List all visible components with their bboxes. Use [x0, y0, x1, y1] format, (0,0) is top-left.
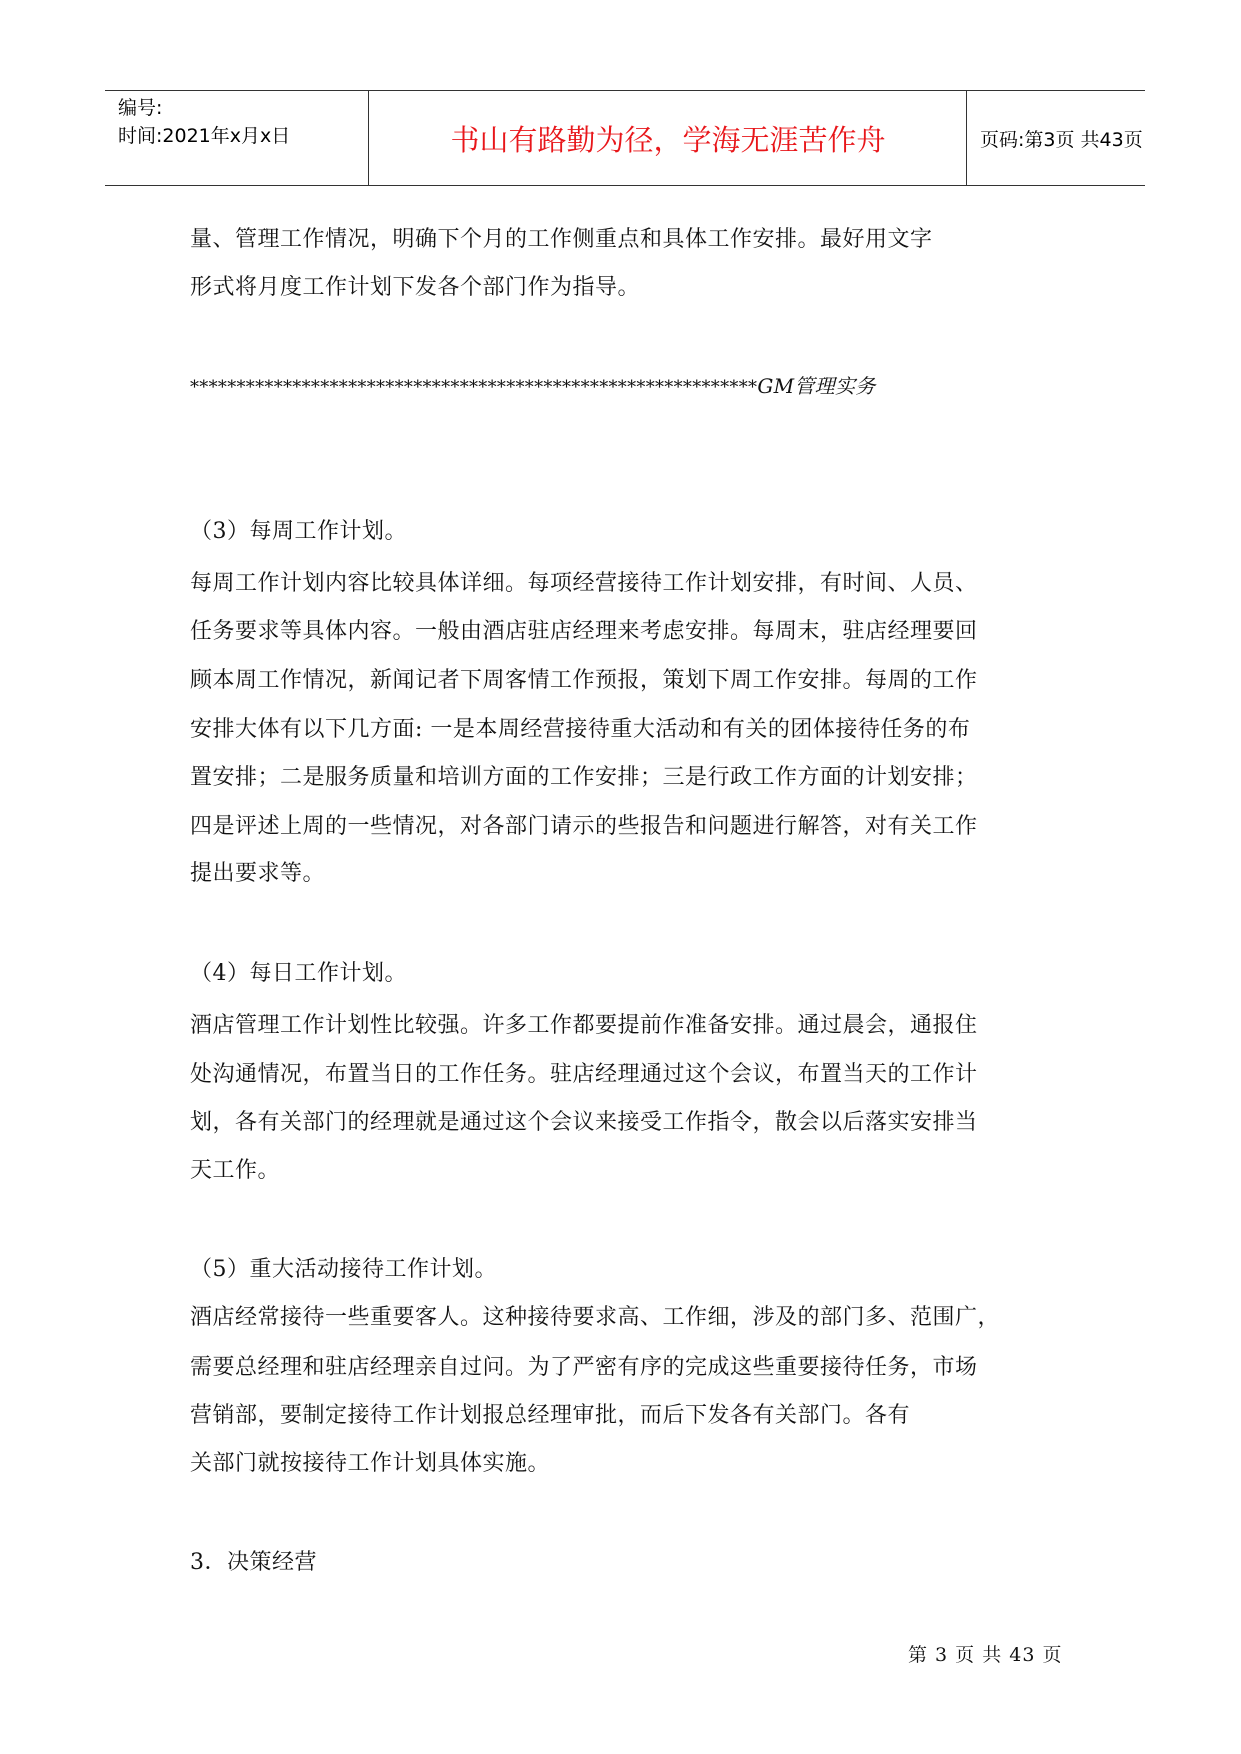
separator-label: GM管理实务 — [757, 374, 876, 398]
body-line: 顾本周工作情况，新闻记者下周客情工作预报，策划下周工作安排。每周的工作 — [190, 668, 978, 693]
page-footer: 第 3 页 共 43 页 — [908, 1644, 1063, 1666]
body-line: 四是评述上周的一些情况，对各部门请示的些报告和问题进行解答，对有关工作 — [190, 814, 978, 839]
body-line: 置安排；二是服务质量和培训方面的工作安排；三是行政工作方面的计划安排； — [190, 765, 978, 790]
body-line: 营销部，要制定接待工作计划报总经理审批，而后下发各有关部门。各有 — [190, 1403, 911, 1428]
header-motto: 书山有路勤为径，学海无涯苦作舟 — [450, 122, 886, 157]
body-line: 形式将月度工作计划下发各个部门作为指导。 — [190, 275, 641, 300]
page-header — [105, 90, 1145, 186]
body-line: 量、管理工作情况，明确下个月的工作侧重点和具体工作安排。最好用文字 — [190, 227, 933, 252]
separator-stars: ************************************************************* — [190, 377, 758, 398]
body-line: 任务要求等具体内容。一般由酒店驻店经理来考虑安排。每周末，驻店经理要回 — [190, 619, 978, 644]
header-page-info: 页码:第3页 共43页 — [980, 128, 1143, 151]
document-number: 编号: — [118, 97, 163, 119]
body-line: 每周工作计划内容比较具体详细。每项经营接待工作计划安排，有时间、人员、 — [190, 571, 978, 596]
body-line: 安排大体有以下几方面: 一是本周经营接待重大活动和有关的团体接待任务的布 — [190, 717, 971, 742]
body-line: 天工作。 — [190, 1158, 281, 1183]
section-heading: （4）每日工作计划。 — [190, 961, 407, 986]
header-divider-right — [966, 91, 967, 185]
body-line: 提出要求等。 — [190, 861, 326, 886]
header-meta — [118, 94, 368, 150]
section-separator — [190, 370, 876, 399]
section-heading: （5）重大活动接待工作计划。 — [190, 1257, 497, 1282]
body-line: 划，各有关部门的经理就是通过这个会议来接受工作指令，散会以后落实安排当 — [190, 1110, 978, 1135]
body-line: 酒店经常接待一些重要客人。这种接待要求高、工作细，涉及的部门多、范围广， — [190, 1305, 1001, 1330]
body-line: 酒店管理工作计划性比较强。许多工作都要提前作准备安排。通过晨会，通报住 — [190, 1013, 978, 1038]
body-line: 需要总经理和驻店经理亲自过问。为了严密有序的完成这些重要接待任务，市场 — [190, 1355, 978, 1380]
body-line: 处沟通情况，布置当日的工作任务。驻店经理通过这个会议，布置当天的工作计 — [190, 1062, 978, 1087]
document-time: 时间:2021年x月x日 — [118, 125, 291, 147]
section-heading: （3）每周工作计划。 — [190, 519, 407, 544]
body-line: 关部门就按接待工作计划具体实施。 — [190, 1451, 551, 1476]
section-heading: 3．决策经营 — [190, 1550, 317, 1575]
header-divider-left — [368, 91, 369, 185]
